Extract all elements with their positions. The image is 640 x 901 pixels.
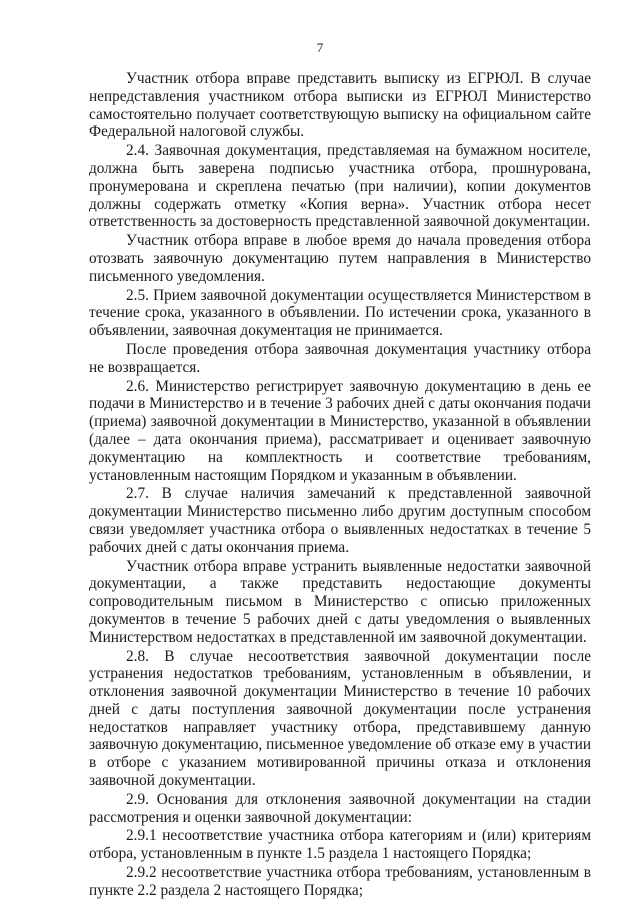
paragraph-2-6: 2.6. Министерство регистрирует заявочную документацию в день ее подачи в Министерство и в течение 3 рабочих дней с даты окончания подачи (приема) заявочной документации в Министерство, указанной в объявлении (далее – дата окончания приема), рассматривает и оценивает заявочную документацию на комплектность и соответствие требованиям, установленным настоящим Порядком и указанным в объявлении. [89,377,591,484]
paragraph-2-7: 2.7. В случае наличия замечаний к представленной заявочной документации Министерство письменно либо другим доступным способом связи уведомляет участника отбора о выявленных недостатках в течение 5 рабочих дней с даты окончания приема. [89,485,591,556]
page-number: 7 [316,40,324,55]
paragraph-2-4: 2.4. Заявочная документация, представляемая на бумажном носителе, должна быть заверена подписью участника отбора, прошнурована, пронумерована и скреплена печатью (при наличии), копии документов должны содержать отметку «Копия верна». Участник отбора несет ответственность за достоверность представленной заявочной документации. [89,142,591,231]
paragraph-withdraw: Участник отбора вправе в любое время до начала проведения отбора отозвать заявочную документацию путем направления в Министерство письменного уведомления. [89,232,591,285]
paragraph-2-9: 2.9. Основания для отклонения заявочной документации на стадии рассмотрения и оценки заявочной документации: [89,790,591,826]
paragraph-2-9-1: 2.9.1 несоответствие участника отбора категориям и (или) критериям отбора, установленным в пункте 1.5 раздела 1 настоящего Порядка; [89,827,591,863]
paragraph-2-9-2: 2.9.2 несоответствие участника отбора требованиям, установленным в пункте 2.2 раздела 2 настоящего Порядка; [89,864,591,899]
paragraph-2-8: 2.8. В случае несоответствия заявочной документации после устранения недостатков требованиям, установленным в объявлении, и отклонения заявочной документации Министерство в течение 10 рабочих дней с даты поступления заявочной документации после устранения недостатков направляет участнику отбора, представившему данную заявочную документацию, письменное уведомление об отказе ему в участии в отборе с указанием мотивированной причины отказа и отклонения заявочной документации. [89,647,591,790]
paragraph-fix-deficiencies: Участник отбора вправе устранить выявленные недостатки заявочной документации, а также представить недостающие документы сопроводительным письмом в Министерство с описью приложенных документов в течение 5 рабочих дней с даты уведомления о выявленных Министерством недостатках в представленной им заявочной документации. [89,557,591,646]
paragraph-2-5: 2.5. Прием заявочной документации осуществляется Министерством в течение срока, указанного в объявлении. По истечении срока, указанного в объявлении, заявочная документация не принимается. [89,286,591,340]
paragraph-egrul-extract: Участник отбора вправе представить выписку из ЕГРЮЛ. В случае непредставления участником отбора выписки из ЕГРЮЛ Министерство самостоятельно получает соответствующую выписку на официальном сайте Федеральной налоговой службы. [89,70,591,141]
paragraph-not-returned: После проведения отбора заявочная документация участнику отбора не возвращается. [89,340,591,376]
document-body [89,70,591,901]
